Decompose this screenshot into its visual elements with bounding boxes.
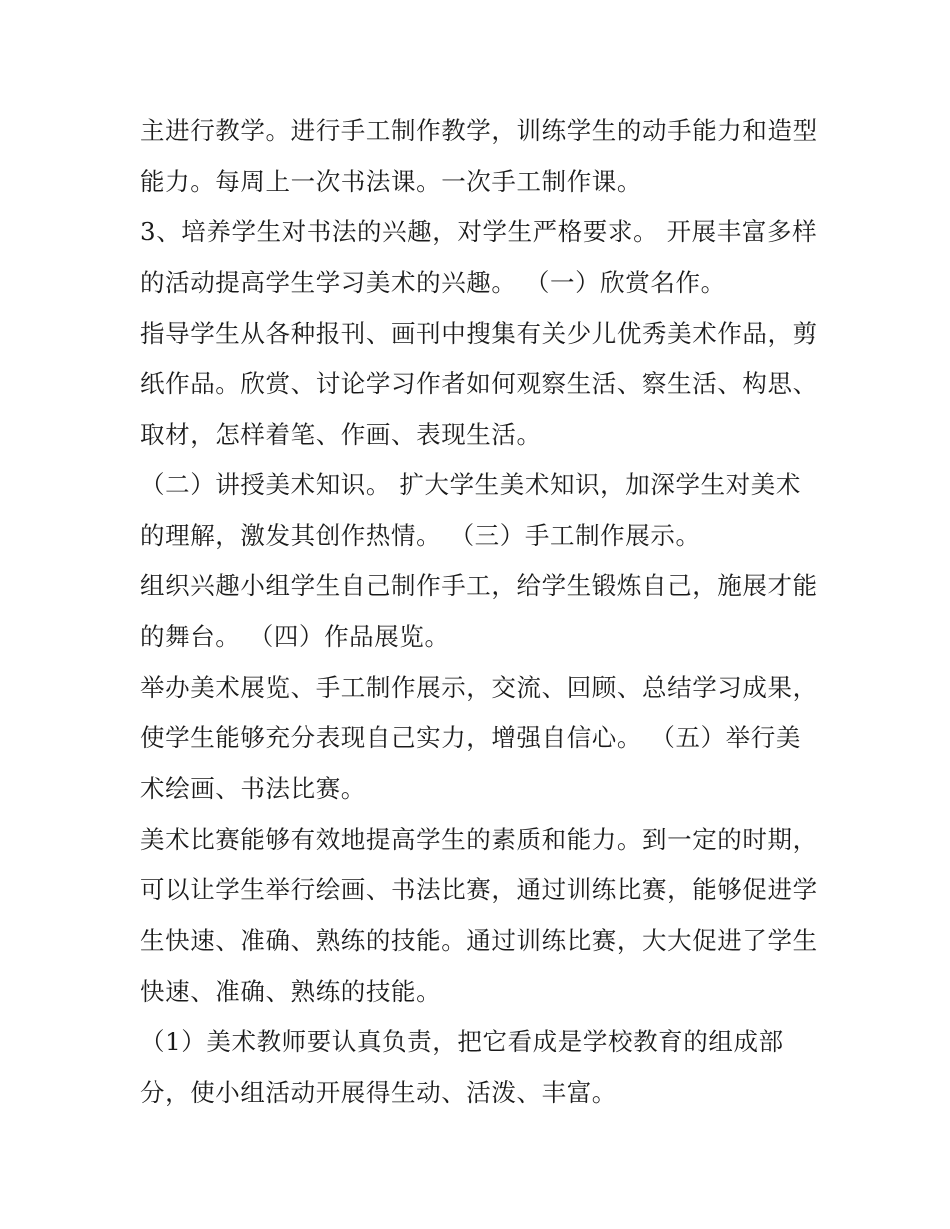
text-line: 可以让学生举行绘画、书法比赛，通过训练比赛，能够促进学: [140, 875, 818, 904]
text-line: 快速、准确、熟练的技能。: [140, 977, 442, 1006]
text-line: （二）讲授美术知识。 扩大学生美术知识，加深学生对美术: [140, 470, 801, 499]
text-line: 能力。每周上一次书法课。一次手工制作课。: [140, 167, 642, 196]
text-line: 的舞台。 （四）作品展览。: [140, 622, 450, 651]
text-line: 的理解，激发其创作热情。 （三）手工制作展示。: [140, 521, 701, 550]
text-line: 生快速、准确、熟练的技能。通过训练比赛，大大促进了学生: [140, 926, 818, 955]
text-line: 举办美术展览、手工制作展示，交流、回顾、总结学习成果，: [140, 673, 818, 702]
text-line: 组织兴趣小组学生自己制作手工，给学生锻炼自己，施展才能: [140, 571, 818, 600]
text-line: 分，使小组活动开展得生动、活泼、丰富。: [140, 1078, 617, 1107]
text-line: 纸作品。欣赏、讨论学习作者如何观察生活、察生活、构思、: [140, 369, 818, 398]
text-line: 取材，怎样着笔、作画、表现生活。: [140, 420, 542, 449]
text-line: （1）美术教师要认真负责，把它看成是学校教育的组成部: [140, 1027, 784, 1056]
text-line: 术绘画、书法比赛。: [140, 774, 366, 803]
text-line: 美术比赛能够有效地提高学生的素质和能力。到一定的时期，: [140, 825, 818, 854]
text-line: 的活动提高学生学习美术的兴趣。 （一）欣赏名作。: [140, 268, 726, 297]
text-line: 指导学生从各种报刊、画刊中搜集有关少儿优秀美术作品，剪: [140, 319, 818, 348]
text-line: 3、培养学生对书法的兴趣，对学生严格要求。 开展丰富多样: [140, 217, 818, 246]
text-line: 主进行教学。进行手工制作教学，训练学生的动手能力和造型: [140, 116, 818, 145]
text-line: 使学生能够充分表现自己实力，增强自信心。 （五）举行美: [140, 723, 801, 752]
